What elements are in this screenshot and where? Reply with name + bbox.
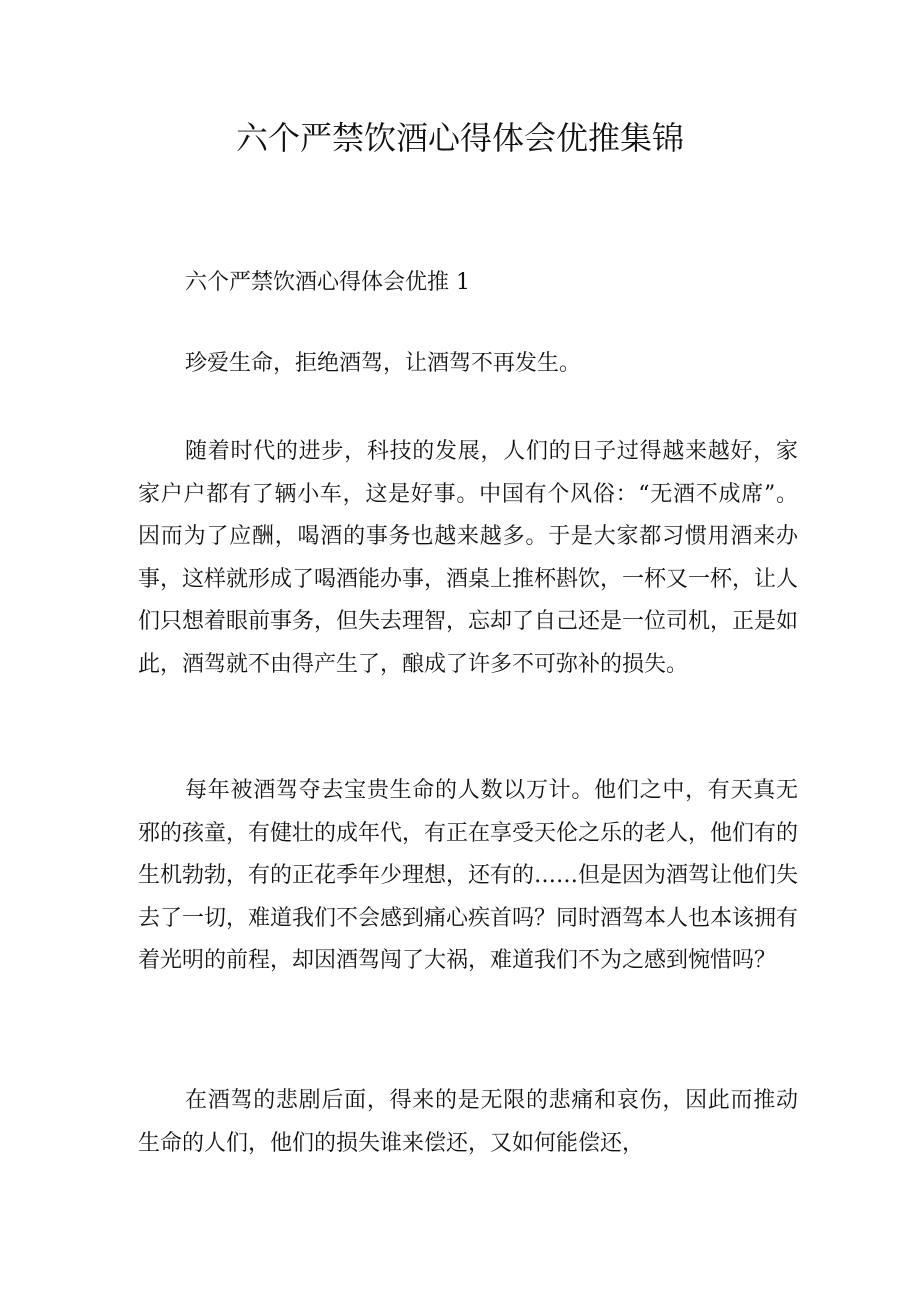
document-title: 六个严禁饮酒心得体会优推集锦 — [235, 119, 684, 157]
paragraph: 珍爱生命，拒绝酒驾，让酒驾不再发生。 — [185, 351, 582, 376]
section-heading: 六个严禁饮酒心得体会优推 1 — [185, 270, 470, 295]
paragraph: 在酒驾的悲剧后面，得来的是无限的悲痛和哀伤，因此而推动生命的人们，他们的损失谁来偿还，又如何能偿还， — [138, 1088, 798, 1156]
paragraph: 随着时代的进步，科技的发展，人们的日子过得越来越好，家家户户都有了辆小车，这是好事。中国有个风俗：“无酒不成席”。因而为了应酬，喝酒的事务也越来越多。于是大家都习惯用酒来办事，这样就形成了喝酒能办事，酒桌上推杯斟饮，一杯又一杯，让人们只想着眼前事务，但失去理智，忘却了自己还是一位司机，正是如此，酒驾就不由得产生了，酿成了许多不可弥补的损失。 — [138, 439, 799, 677]
paragraph: 每年被酒驾夺去宝贵生命的人数以万计。他们之中，有天真无邪的孩童，有健壮的成年代，有正在享受天伦之乐的老人，他们有的生机勃勃，有的正花季年少理想，还有的……但是因为酒驾让他们失去了一切，难道我们不会感到痛心疾首吗？同时酒驾本人也本该拥有着光明的前程，却因酒驾闯了大祸，难道我们不为之感到惋惜吗？ — [138, 778, 799, 973]
